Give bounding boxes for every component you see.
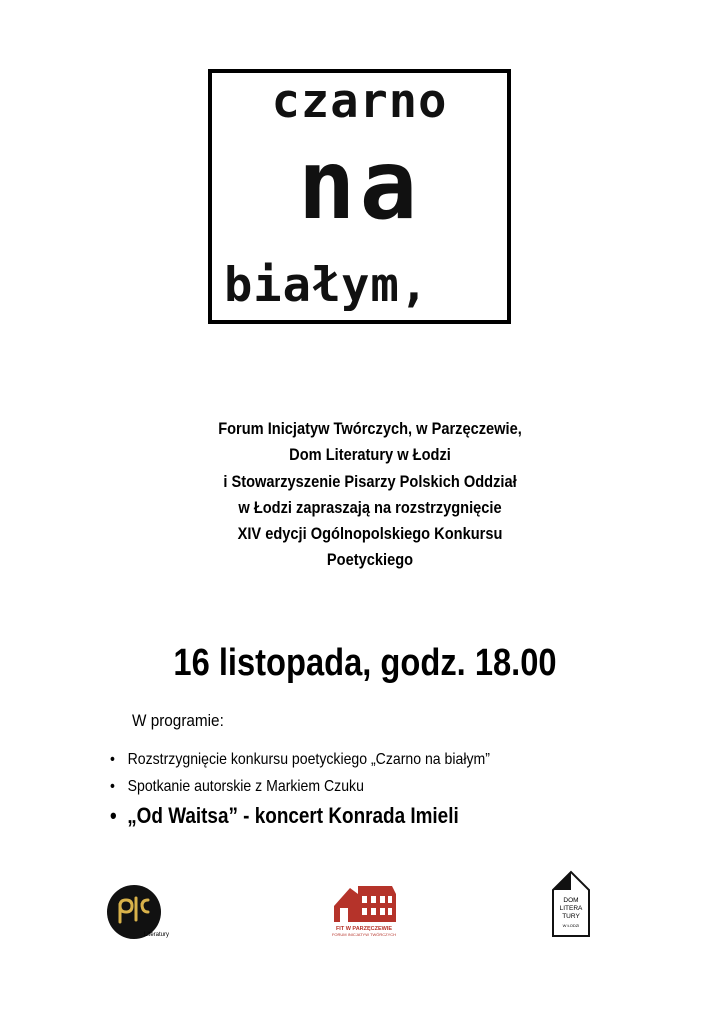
program-item [110, 746, 490, 773]
dom-logo-line: W ŁODZI [562, 923, 580, 928]
program-item-text: Rozstrzygnięcie konkursu poetyckiego „Czarno na białym” [127, 751, 490, 768]
title-line-bialym: białym, [224, 258, 430, 313]
intro-line: Forum Inicjatyw Twórczych, w Parzęczewie, [218, 419, 522, 438]
puls-literatury-logo-icon [106, 884, 170, 940]
title-line-na: na [297, 129, 422, 241]
intro-line: i Stowarzyszenie Pisarzy Polskich Oddział [223, 471, 517, 491]
fit-house-logo-icon [328, 880, 400, 938]
dom-logo-line: TURY [562, 913, 580, 920]
bullet-icon: • [110, 778, 115, 795]
program-item-text: „Od Waitsa” - koncert Konrada Imieli [127, 803, 459, 828]
title-logo-box [208, 69, 511, 324]
bullet-icon: • [110, 751, 115, 768]
program-label: W programie: [132, 711, 224, 730]
intro-paragraph [189, 416, 550, 574]
dom-logo-line: LITERA [559, 905, 583, 912]
bullet-icon: • [110, 803, 117, 828]
program-list [110, 746, 542, 834]
program-item-text: Spotkanie autorskie z Markiem Czuku [127, 778, 364, 795]
intro-line: XIV edycji Ogólnopolskiego Konkursu [237, 524, 503, 544]
program-item [110, 773, 490, 800]
intro-line: w Łodzi zapraszają na rozstrzygnięcie [238, 497, 502, 517]
puls-logo-text: Literatury [144, 932, 170, 938]
program-item-highlight [110, 798, 481, 834]
intro-line: Dom Literatury w Łodzi [289, 445, 451, 465]
dom-literatury-logo-icon [551, 870, 591, 938]
intro-line: Poetyckiego [326, 550, 414, 570]
fit-logo-text-top: FIT W PARZĘCZEWIE [335, 926, 393, 932]
title-line-czarno: czarno [271, 74, 448, 129]
fit-logo-text-bottom: FORUM INICJATYW TWÓRCZYCH [331, 932, 397, 937]
event-date-time: 16 listopada, godz. 18.00 [173, 642, 557, 684]
dom-logo-line: DOM [563, 897, 579, 904]
